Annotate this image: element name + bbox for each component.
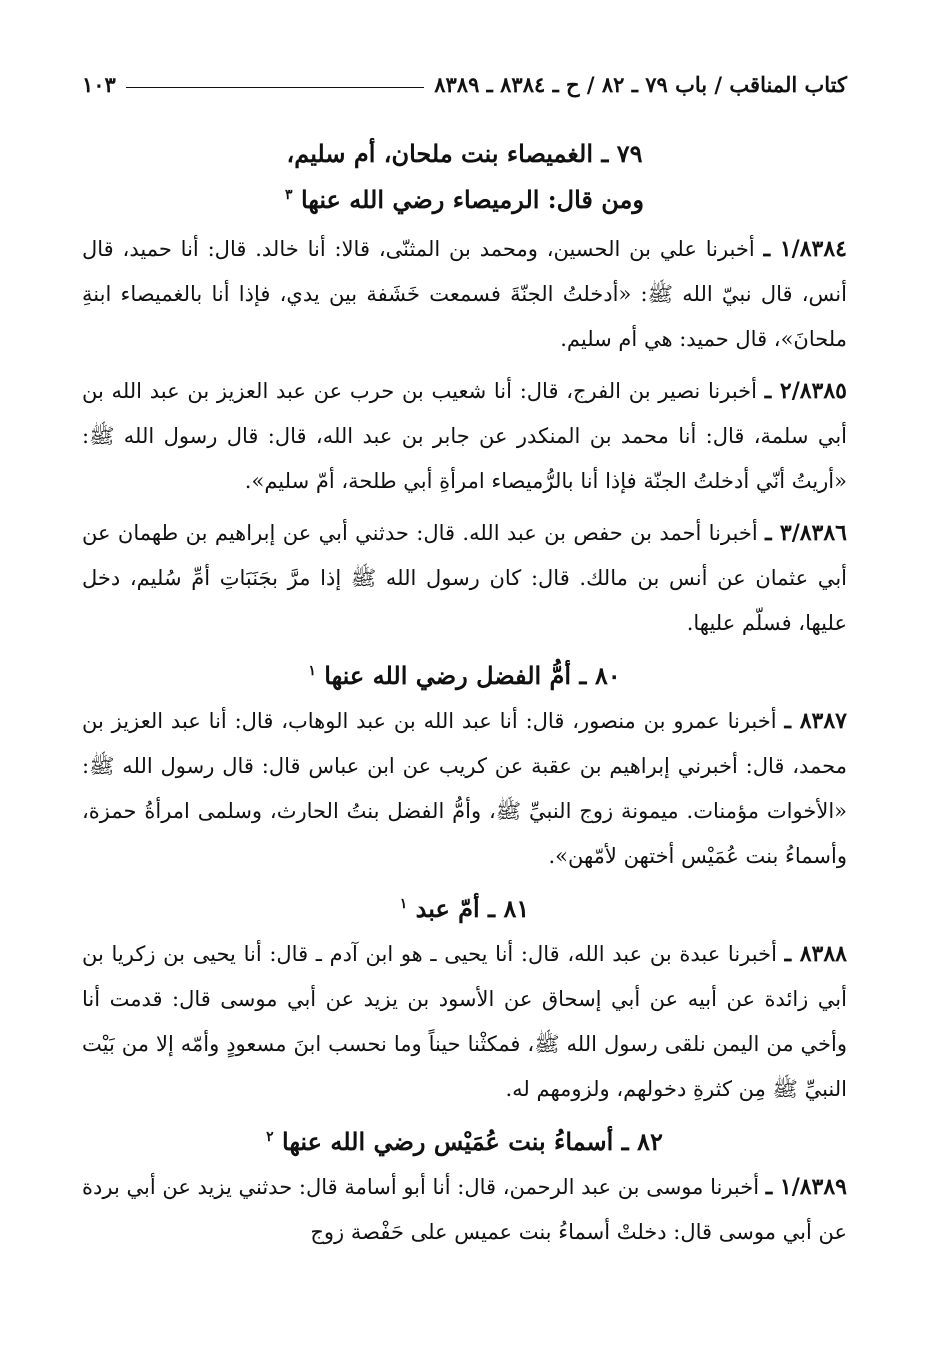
hadith-8386 <box>82 511 847 646</box>
hadith-text: أخبرنا عبدة بن عبد الله، قال: أنا يحيى ـ هو ابن آدم ـ قال: أنا يحيى بن زكريا بن أبي زائدة عن أبيه عن أبي إسحاق عن الأسود بن يزيد عن أبي موسى قال: قدمت أنا وأخي من اليمن نلقى رسول الله ﷺ، فمكثْنا حيناً وما نحسب ابنَ مسعودٍ وأمّه إلا من بَيْت النبيِّ ﷺ مِن كثرةِ دخولهم، ولزومهم له. <box>82 942 847 1101</box>
hadith-number: ١/٨٣٨٩ ـ <box>765 1174 847 1200</box>
hadith-text: أخبرنا موسى بن عبد الرحمن، قال: أنا أبو أسامة قال: حدثني يزيد عن أبي بردة عن أبي موسى قال: دخلتْ أسماءُ بنت عميس على حَفْصة زوج <box>82 1175 847 1244</box>
hadith-number: ٣/٨٣٨٦ ـ <box>765 520 847 546</box>
hadith-number: ١/٨٣٨٤ ـ <box>763 236 847 262</box>
chapter-heading-81: ٨١ ـ أمّ عبد $^١$ <box>399 894 530 923</box>
hadith-text: أخبرنا نصير بن الفرج، قال: أنا شعيب بن حرب عن عبد العزيز بن عبد الله بن أبي سلمة، قال: أنا محمد بن المنكدر عن جابر بن عبد الله، قال: قال رسول الله ﷺ: «أريتُ أنّي أدخلتُ الجنّة فإذا أنا بالرُّميصاء امرأةِ أبي طلحة، أمّ سليم». <box>82 379 847 493</box>
chapter-subheading-79: ومن قال: الرميصاء رضي الله عنها $^٣$ <box>285 185 644 214</box>
hadith-8385 <box>82 369 847 504</box>
hadith-8388 <box>82 932 847 1112</box>
hadith-text: أخبرنا عمرو بن منصور، قال: أنا عبد الله بن عبد الوهاب، قال: أنا عبد العزيز بن محمد، قال: أخبرني إبراهيم بن عقبة عن كريب عن ابن عباس قال: قال رسول الله ﷺ: «الأخوات مؤمنات. ميمونة زوج النبيِّ ﷺ، وأمُّ الفضل بنتُ الحارث، وسلمى امرأةُ حمزة، وأسماءُ بنت عُمَيْس أختهن لأمّهن». <box>82 709 847 868</box>
page-number: ١٠٣ <box>82 71 116 97</box>
hadith-number: ٢/٨٣٨٥ ـ <box>764 378 847 404</box>
chapter-heading-79: ٧٩ ـ الغميصاء بنت ملحان، أم سليم، <box>286 139 643 168</box>
header-rule <box>126 87 424 88</box>
hadith-number: ٨٣٨٨ ـ <box>784 941 847 967</box>
header-title: كتاب المناقب / باب ٧٩ ـ ٨٢ / ح ـ ٨٣٨٤ ـ ٨٣٨٩ <box>434 71 847 97</box>
footnote-mark: ١ <box>308 663 316 679</box>
page-content <box>82 125 847 1262</box>
chapter-heading-80: ٨٠ ـ أمُّ الفضل رضي الله عنها $^١$ <box>308 661 621 690</box>
hadith-text: أخبرنا أحمد بن حفص بن عبد الله. قال: حدثني أبي عن إبراهيم بن طهمان عن أبي عثمان عن أنس بن مالك. قال: كان رسول الله ﷺ إذا مرَّ بجَنَبَاتِ أمِّ سُليم، دخل عليها، فسلّم عليها. <box>82 521 847 635</box>
hadith-8384 <box>82 227 847 362</box>
footnote-mark: ١ <box>399 896 408 912</box>
hadith-8389 <box>82 1165 847 1255</box>
chapter-heading-82: ٨٢ ـ أسماءُ بنت عُمَيْس رضي الله عنها $^٢$ <box>266 1127 663 1156</box>
hadith-number: ٨٣٨٧ ـ <box>784 708 847 734</box>
footnote-mark: ٢ <box>266 1129 274 1145</box>
hadith-8387 <box>82 699 847 879</box>
footnote-mark: ٣ <box>285 187 293 203</box>
hadith-text: أخبرنا علي بن الحسين، ومحمد بن المثنّى، قالا: أنا خالد. قال: أنا حميد، قال أنس، قال نبيّ الله ﷺ: «أدخلتُ الجنّةَ فسمعت خَشَفة بين يدي، فإذا أنا بالغميصاء ابنةِ ملحانَ»، قال حميد: هي أم سليم. <box>82 237 847 351</box>
running-header <box>82 64 847 104</box>
